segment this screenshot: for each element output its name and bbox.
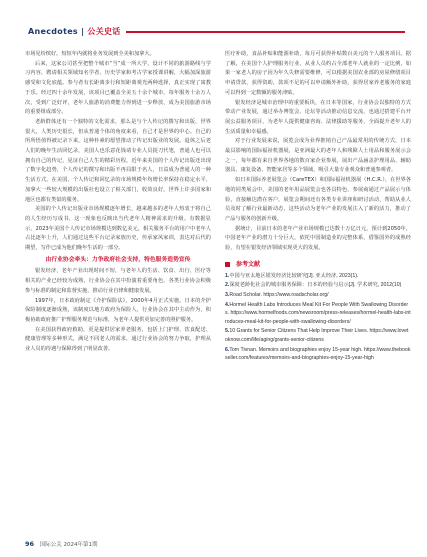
- body-paragraph: 医疗补助，食品补贴和能源补助，每月可获得补贴数百美元的个人服务项目。据了解，在美国个人护理服务行业，从业人员约占全部老年人就业的一定比例，如果一家老人的房子因为年久失修需要维修，可以根据美国农业部的房屋修缮项目申请贷款，获得资助，款项不足的可以申请额外补助，获得居家养老服务的家庭可以得到一定数额的服务津贴。: [225, 51, 411, 96]
- left-column: [25, 50, 211, 355]
- body-paragraph: 银发经济是城市治理中的重要板块，在日本等国家，行业协会以独特的方式带动产业发展，通过举办博览会、论坛等活动推动信息交流，也通过搭建平台开展公益服务项目，为老年人提供健康咨询、法律援助等服务，全面提升老年人的生活质量和幸福感。: [225, 99, 411, 135]
- section-heading: 由行业协会牵头：力争政府社会支持，特色服务造势宣传: [45, 256, 191, 263]
- body-paragraph: 在美国获得政府救助，更是提供居家养老服务，包括上门护理、饮食配送、健康管理等多种形式，满足不同老人的需求，通过行业协会的努力争取，护理从业人员的待遇与保障得到了明显改善。: [25, 326, 211, 353]
- section-tag-cn: 公关史话: [87, 27, 121, 36]
- section-tag: Anecdotes | 公关史话: [25, 25, 126, 39]
- references-title: 参考文献: [236, 260, 261, 268]
- page-footer: [25, 540, 98, 548]
- body-paragraph: 据统计，目前日本的老年产业市场规模已达数十万亿日元，预计到2050年，中国老年产业的潜力十分巨大，依托中国制造业的完整体系，借鉴国外的成熟经验，有望在银发经济领域实现更大的发展。: [225, 225, 411, 252]
- body-paragraph: 美国的个人传记出版业市场规模逐年增长，越来越多的老年人热衷于将自己的人生经历写成书，这一现象也反映出当代老年人精神需求的升级。有数据显示，2023年美国个人传记市场规模达到数亿美元，相关服务平台的用户中老年人占比逐年上升，人们通过这些平台记录家族历史，传承家风家训，表达对后代的期望，写作已成为他们晚年生活的一部分。: [25, 206, 211, 252]
- body-paragraph: 银发经济，老年产业出现时间不短，与老年人的生活、饮食、出行、医疗等相关的产业已经较为成熟，行业协会在其中扮演着重要角色，各类行业协会积极参与标准的制定和监督实施，推动行业自律和健康发展。: [25, 268, 211, 294]
- page-header: [25, 25, 405, 41]
- journal-name: 国际公关 2024年第1期: [39, 542, 98, 548]
- reference-item: 6.Tom Tivnan. Memoirs and biographies enjoy 15-year high. https://www.thebookseller.com/features/memoirs-and-biographies-enjoy-15-year-high: [225, 346, 411, 362]
- body-paragraph: 老龄群体还有一个独特的文化需求，那么是与个人传记的撰写和出版，世界很大，人类历史很长，但从普通个体的角度来看，自己才是世界的中心。自己的所所悟值得被记录下来，这种朴素的愿望推动了传记出版业的发展。退休之后老人们的晚年生活回忆录，美国人也乐意花钱请专业人员捉刀代笔，普通人也可以拥有自己的传记，见证自己人生的精彩历程。近年来美国的个人传记出版还出现了数字化趋势，个人传记的撰写和出版不再局限于名人，日益成为普通人的一种生活方式。在美国，个人传记和回忆录的市场规模年均增长率保持在稳定水平，加拿大一些较大规模的出版社也设立了相关部门，收效良好。世界上许多国家和地区也都有类似的服务。: [25, 118, 211, 203]
- page-number: 96: [25, 540, 35, 548]
- section-tag-en: Anecdotes: [28, 27, 78, 36]
- references-list: [225, 272, 411, 363]
- references-heading: [225, 260, 411, 269]
- square-bullet-icon: [225, 262, 230, 267]
- body-paragraph: 如日本国际养老展览会（CareTEX）和国际福祉机器展（H.C.R.），在世界各地的同类展会中，美国的老年用品展览会也各具特色，参展商通过产品展示与体验，直接触达潜在客户，展览会期间还有各类专业讲座和研讨活动，帮助从业人员及时了解行业最新动态，这些活动为老年产业的发展注入了新的活力，推动了产品与服务的创新升级。: [225, 177, 411, 222]
- body-paragraph: 1997年，日本政府制定《介护保险法》，2000年4月正式实施。日本的介护保险制度逐渐成熟，该制度以地方政府为保险人，行业协会在其中主动作为，积极协助政府推广护理服务规范与标准，为老年人提供更加完善的照护服务。: [25, 297, 211, 323]
- right-column: [225, 50, 411, 364]
- reference-item: 2.深度老龄化社会的城市服务保障：日本的经验与启示[J]. 学术研究, 2012(10): [225, 282, 402, 289]
- body-paragraph: 后来，这家公司甚至把整个城市“当”成一所大学，设计不同的旅游路线与学习内容，聘请相关领域知名学者、历史学家和考古学家授课讲解，大幅加深旅游感受和文化底蕴。参与者有长距离步行和短距离观光两种选择，真正实现了寓教于乐。经过四十余年发展，该项目已覆盖全美五十余个城市，每年服务十余万人次，受到广泛好评，老年人旅游的消费能力得到进一步释放，成为美国旅游市场的重要组成部分。: [25, 60, 211, 116]
- reference-item: 5.10 Grants for Senior Citizens That Help Improve Their Lives. https://www.lovetoknow.com/life/aging/grants-senior-citizens: [225, 328, 409, 343]
- reference-item: 1.中国与亚太地区银发经济比较研究[J]. 亚太经济, 2023(1).: [225, 272, 359, 279]
- reference-item: 3.Road Scholar. https://www.roadscholar.org/: [225, 291, 329, 298]
- reference-item: 4.Hormel Health Labs Introduces Meal Kit For People With Swallowing Disorders. https://www.hormelfoods.com/newsroom/press-releases/hormel-health-labs-introduces-meal-kit-for-people-with-swallowing-disorders/: [225, 301, 411, 325]
- body-paragraph: 对于行业发展来说，展览会成为业界推销自己产品最常用的传统方式，日本最具影响的国际福祉机器展，是亚洲最大的老年人和残障人士用品和服务展示会之一，每年都有来自世界各地的数百家企业参展，展出产品涵盖护理用品、辅助器具、康复设备、智能家居等多个领域，吸引大量专业观众和普通参观者。: [225, 138, 411, 174]
- body-paragraph: 市场见纷缤好。短短年内就将业务发展到全美和加拿大。: [25, 51, 155, 57]
